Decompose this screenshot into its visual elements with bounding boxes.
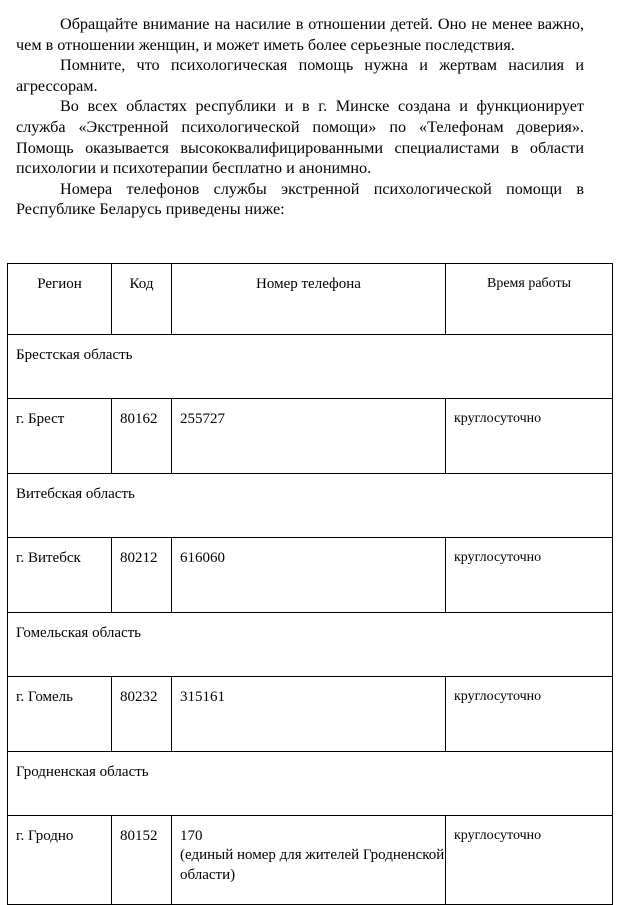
phone-number: 616060 <box>180 550 225 566</box>
intro-paragraph: Во всех областях республики и в г. Минске создана и функционирует служба «Экстренной психологической помощи» по «Телефонам доверия». Помощь оказывается высококвалифицированными специалистами в области психологии и психотерапии бесплатно и анонимно. <box>16 97 584 178</box>
code-cell: 80152 <box>112 816 172 905</box>
header-hours: Время работы <box>446 264 613 335</box>
hours-cell: круглосуточно <box>446 816 613 905</box>
region-row <box>8 474 613 538</box>
region-row <box>8 613 613 677</box>
region-name: Брестская область <box>8 335 613 399</box>
intro-paragraph: Номера телефонов службы экстренной психологической помощи в Республике Беларусь приведены ниже: <box>16 179 584 219</box>
hours-cell: круглосуточно <box>446 677 613 752</box>
city-cell: г. Брест <box>8 399 112 474</box>
phone-note: (единый номер для жителей Гродненской области) <box>180 847 445 883</box>
table-row <box>8 816 613 905</box>
header-code: Код <box>112 264 172 335</box>
region-name: Гродненская область <box>8 752 613 816</box>
intro-paragraph: Обращайте внимание на насилие в отношении детей. Оно не менее важно, чем в отношении женщин, и может иметь более серьезные последствия. <box>16 15 584 54</box>
city-cell: г. Гомель <box>8 677 112 752</box>
city-cell: г. Витебск <box>8 538 112 613</box>
phone-cell <box>172 677 446 752</box>
city-cell: г. Гродно <box>8 816 112 905</box>
phone-number: 170 <box>180 828 203 844</box>
region-name: Витебская область <box>8 474 613 538</box>
phone-cell <box>172 399 446 474</box>
intro-text <box>16 14 584 220</box>
region-row <box>8 752 613 816</box>
table-row <box>8 399 613 474</box>
intro-paragraph: Помните, что психологическая помощь нужна и жертвам насилия и агрессорам. <box>16 56 584 95</box>
code-cell: 80232 <box>112 677 172 752</box>
region-name: Гомельская область <box>8 613 613 677</box>
phone-table <box>7 263 613 905</box>
table-row <box>8 538 613 613</box>
phone-number: 315161 <box>180 689 225 705</box>
region-row <box>8 335 613 399</box>
phone-cell <box>172 816 446 905</box>
header-region: Регион <box>8 264 112 335</box>
code-cell: 80212 <box>112 538 172 613</box>
phone-cell <box>172 538 446 613</box>
table-row <box>8 677 613 752</box>
hours-cell: круглосуточно <box>446 538 613 613</box>
table-header-row <box>8 264 613 335</box>
phone-number: 255727 <box>180 411 225 427</box>
code-cell: 80162 <box>112 399 172 474</box>
hours-cell: круглосуточно <box>446 399 613 474</box>
header-phone: Номер телефона <box>172 264 446 335</box>
